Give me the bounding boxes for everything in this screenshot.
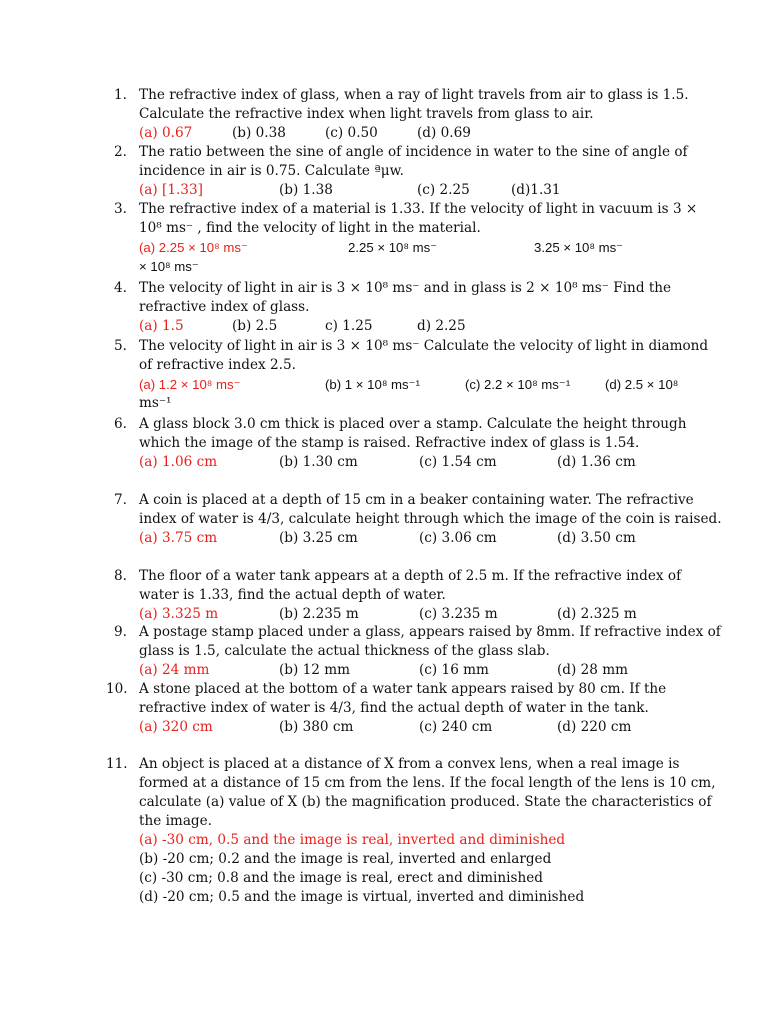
option-c: (c) 1.54 cm xyxy=(419,454,497,470)
option-d: (d) -20 cm; 0.5 and the image is virtual, inverted and diminished xyxy=(139,889,585,905)
question-4 xyxy=(114,279,724,336)
option-a-answer: (a) 3.325 m xyxy=(139,606,219,622)
option-d: (d)1.31 xyxy=(511,182,561,198)
option-a-answer: (a) 1.5 xyxy=(139,318,184,334)
question-number: 4. xyxy=(114,280,127,296)
option-c: (c) 240 cm xyxy=(419,719,493,735)
question-text: The refractive index of a material is 1.33. If the velocity of light in vacuum is 3 × 10⁸ ms⁻ , find the velocity of light in the material. xyxy=(139,201,698,236)
question-number: 8. xyxy=(114,568,127,584)
option-b: (b) -20 cm; 0.2 and the image is real, inverted and enlarged xyxy=(139,851,552,867)
options-row xyxy=(139,718,724,737)
option-c: c) 1.25 xyxy=(325,318,373,334)
option-a-answer: (a) 1.2 × 10⁸ ms⁻ xyxy=(139,377,241,392)
option-c: (c) 2.25 xyxy=(417,182,470,198)
question-number: 9. xyxy=(114,624,127,640)
question-2 xyxy=(114,143,724,200)
options-row xyxy=(139,661,724,680)
option-a-answer: (a) [1.33] xyxy=(139,182,203,198)
option-d: (d) 2.325 m xyxy=(557,606,637,622)
options-row xyxy=(139,453,724,472)
option-a-answer: (a) 320 cm xyxy=(139,719,213,735)
option-d: (d) 1.36 cm xyxy=(557,454,636,470)
option-b: (b) 12 mm xyxy=(279,662,351,678)
options-row xyxy=(139,605,724,624)
question-11 xyxy=(106,755,724,907)
options-row xyxy=(139,124,724,143)
option-a-answer: (a) 0.67 xyxy=(139,125,193,141)
options-row xyxy=(139,238,724,257)
option-b: (b) 0.38 xyxy=(232,125,286,141)
question-text: A stone placed at the bottom of a water tank appears raised by 80 cm. If the refractive index of water is 4/3, find the actual depth of water in the tank. xyxy=(139,681,667,716)
option-c: (c) 3.06 cm xyxy=(419,530,497,546)
options-row xyxy=(139,375,724,394)
option-c: 3.25 × 10⁸ ms⁻ xyxy=(534,240,624,255)
option-a-answer: (a) 3.75 cm xyxy=(139,530,218,546)
question-3 xyxy=(114,200,724,276)
question-9 xyxy=(114,623,724,680)
question-8 xyxy=(114,567,724,624)
options-row xyxy=(139,529,724,548)
question-text: The floor of a water tank appears at a depth of 2.5 m. If the refractive index of water is 1.33, find the actual depth of water. xyxy=(139,568,682,603)
question-number: 6. xyxy=(114,416,127,432)
question-text: The ratio between the sine of angle of incidence in water to the sine of angle of incidence in air is 0.75. Calculate ªμw. xyxy=(139,144,688,179)
options-row xyxy=(139,317,724,336)
option-b: (b) 3.25 cm xyxy=(279,530,358,546)
option-b: (b) 2.235 m xyxy=(279,606,359,622)
question-6 xyxy=(114,415,724,472)
option-d: (d) 0.69 xyxy=(417,125,471,141)
option-d: d) 2.25 xyxy=(417,318,466,334)
option-c: (c) 16 mm xyxy=(419,662,489,678)
option-c: (c) -30 cm; 0.8 and the image is real, erect and diminished xyxy=(139,870,543,886)
question-number: 7. xyxy=(114,492,127,508)
option-b: (b) 1.30 cm xyxy=(279,454,358,470)
question-number: 3. xyxy=(114,201,127,217)
question-text: The velocity of light in air is 3 × 10⁸ ms⁻ and in glass is 2 × 10⁸ ms⁻ Find the refractive index of glass. xyxy=(139,280,672,315)
option-a-answer: (a) 1.06 cm xyxy=(139,454,218,470)
question-7 xyxy=(114,491,724,548)
option-c: (c) 2.2 × 10⁸ ms⁻¹ xyxy=(465,377,571,392)
question-5 xyxy=(114,337,724,413)
question-1 xyxy=(114,86,724,143)
question-number: 1. xyxy=(114,87,127,103)
question-number: 11. xyxy=(106,756,128,772)
question-number: 10. xyxy=(106,681,128,697)
option-d: (d) 2.5 × 10⁸ xyxy=(605,377,679,392)
options-row xyxy=(139,181,724,200)
option-d: (d) 220 cm xyxy=(557,719,632,735)
question-number: 5. xyxy=(114,338,127,354)
question-number: 2. xyxy=(114,144,127,160)
option-c: (c) 3.235 m xyxy=(419,606,498,622)
option-a-answer: (a) 24 mm xyxy=(139,662,210,678)
option-continuation: × 10⁸ ms⁻ xyxy=(139,259,199,274)
option-d: (d) 28 mm xyxy=(557,662,629,678)
question-text: A coin is placed at a depth of 15 cm in a beaker containing water. The refractive index of water is 4/3, calculate height through which the image of the coin is raised. xyxy=(139,492,722,527)
option-b: (b) 380 cm xyxy=(279,719,354,735)
option-b: (b) 1 × 10⁸ ms⁻¹ xyxy=(325,377,420,392)
option-d: (d) 3.50 cm xyxy=(557,530,636,546)
question-text: The velocity of light in air is 3 × 10⁸ ms⁻ Calculate the velocity of light in diamond of refractive index 2.5. xyxy=(139,338,709,373)
question-text: A glass block 3.0 cm thick is placed over a stamp. Calculate the height through which the image of the stamp is raised. Refractive index of glass is 1.54. xyxy=(139,416,687,451)
option-a-answer: (a) -30 cm, 0.5 and the image is real, inverted and diminished xyxy=(139,832,566,848)
question-text: The refractive index of glass, when a ray of light travels from air to glass is 1.5. Calculate the refractive index when light travels from glass to air. xyxy=(139,87,689,122)
option-a-answer: (a) 2.25 × 10⁸ ms⁻ xyxy=(139,240,248,255)
option-b: (b) 1.38 xyxy=(279,182,333,198)
option-b: 2.25 × 10⁸ ms⁻ xyxy=(348,240,438,255)
question-text: A postage stamp placed under a glass, appears raised by 8mm. If refractive index of glass is 1.5, calculate the actual thickness of the glass slab. xyxy=(139,624,721,659)
question-text: An object is placed at a distance of X from a convex lens, when a real image is formed at a distance of 15 cm from the lens. If the focal length of the lens is 10 cm, calculate (a) value of X (b) the magnification produced. State the characteristics of the image. xyxy=(139,756,716,829)
option-continuation: ms⁻¹ xyxy=(139,395,172,411)
option-b: (b) 2.5 xyxy=(232,318,278,334)
question-10 xyxy=(106,680,724,737)
option-c: (c) 0.50 xyxy=(325,125,378,141)
